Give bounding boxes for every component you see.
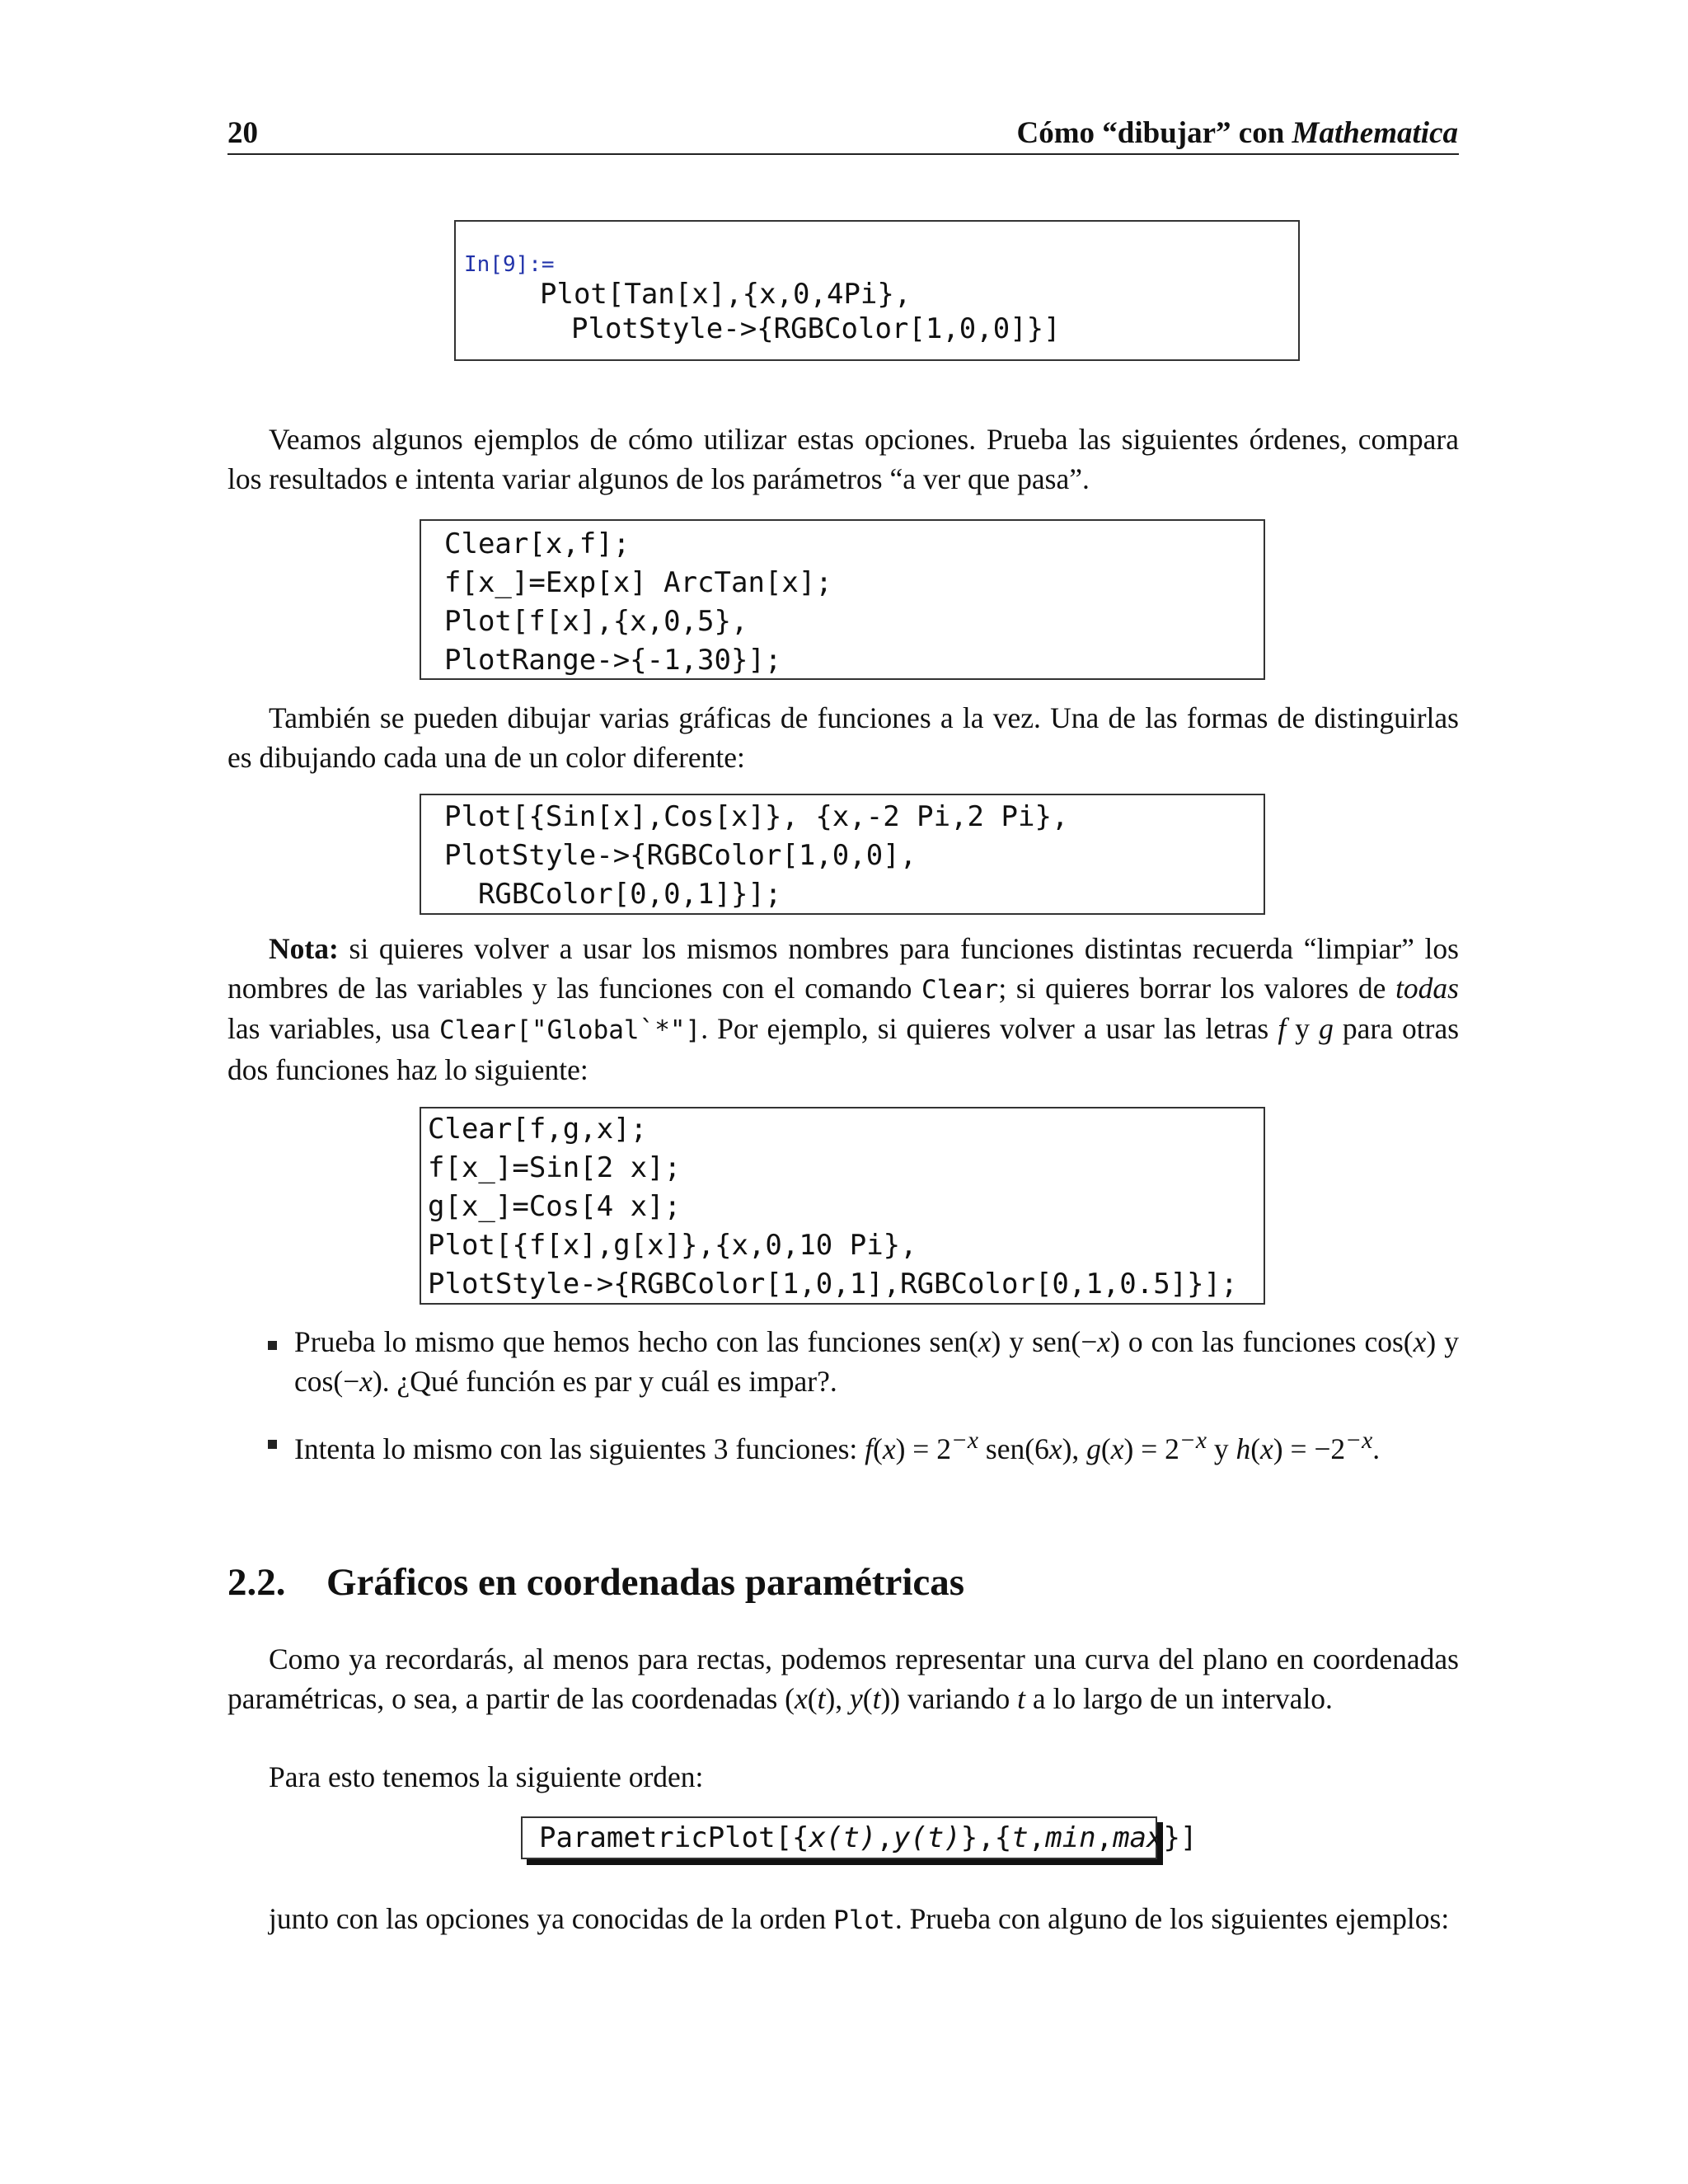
code-line: f[x_]=Exp[x] ArcTan[x];: [444, 566, 832, 599]
section-heading: [227, 1558, 964, 1607]
running-header-title: Cómo “dibujar” con Mathematica: [1016, 116, 1458, 150]
code-line: Clear[x,f];: [444, 527, 631, 560]
paragraph-nota: Nota: si quieres volver a usar los mismos nombres para funciones distintas recuerda “limpiar” los nombres de las variables y las funciones con el comando Clear; si quieres borrar los valores de todas las variables, usa Clear["Global`*"]. Por ejemplo, si quieres volver a usar las letras f y g para otras dos funciones haz lo siguiente:: [227, 932, 1460, 1086]
paragraph-multiple-graphs: También se pueden dibujar varias gráficas de funciones a la vez. Una de las formas de distinguirlas es dibujando cada una de un color diferente:: [227, 701, 1459, 774]
bullet-item-three-functions: Intenta lo mismo con las siguientes 3 funciones: $f(x) = 2^{-x}$ sen(6x), $g(x) = 2^{-x}$ y $h(x) = -2^{-x}$.: [294, 1427, 1381, 1465]
code-line: RGBColor[0,0,1]}];: [444, 878, 782, 911]
code-line: Plot[{Sin[x],Cos[x]}, {x,-2 Pi,2 Pi},: [444, 800, 1069, 833]
parametricplot-syntax-box: [521, 1816, 1198, 1859]
nota-label: Nota:: [269, 932, 339, 965]
inline-code-clear-global: Clear["Global`*"]: [438, 1015, 701, 1045]
code-line: Plot[{f[x],g[x]},{x,0,10 Pi},: [428, 1229, 917, 1262]
code-line: f[x_]=Sin[2 x];: [428, 1151, 682, 1184]
code-block-fg: [420, 1107, 1265, 1305]
paragraph-plot-options: junto con las opciones ya conocidas de la orden Plot. Prueba con alguno de los siguientes ejemplos:: [269, 1902, 1450, 1935]
paragraph-order-intro: Para esto tenemos la siguiente orden:: [269, 1760, 704, 1793]
code-line: PlotRange->{-1,30}];: [444, 644, 782, 677]
bullet-item-parity: Prueba lo mismo que hemos hecho con las funciones sen(x) y sen(−x) o con las funciones cos(x) y cos(−x). ¿Qué función es par y cuál es impar?.: [294, 1325, 1460, 1398]
section-title: Gráficos en coordenadas paramétricas: [326, 1561, 965, 1604]
bullet-marker: [268, 1341, 277, 1350]
inline-code-clear: Clear: [921, 974, 999, 1005]
input-cell-9: [454, 220, 1300, 361]
code-line: PlotStyle->{RGBColor[1,0,0]}]: [571, 312, 1061, 345]
code-block-arctan: [420, 519, 1265, 680]
header-rule: [227, 153, 1459, 155]
bullet-marker: [268, 1440, 277, 1449]
code-line: Plot[Tan[x],{x,0,4Pi},: [540, 278, 912, 311]
code-line: g[x_]=Cos[4 x];: [428, 1190, 682, 1223]
page-number: 20: [227, 116, 258, 150]
code-line: PlotStyle->{RGBColor[1,0,0],: [444, 839, 917, 872]
inline-code-plot: Plot: [833, 1905, 895, 1935]
code-line: Plot[f[x],{x,0,5},: [444, 605, 748, 638]
input-prompt: In[9]:=: [464, 252, 555, 277]
parametricplot-syntax: ParametricPlot[{x(t),y(t)},{t,min,max}]: [539, 1821, 1198, 1854]
code-line: PlotStyle->{RGBColor[1,0,1],RGBColor[0,1,0.5]}];: [428, 1268, 1238, 1301]
code-line: Clear[f,g,x];: [428, 1113, 648, 1146]
paragraph-examples: Veamos algunos ejemplos de cómo utilizar estas opciones. Prueba las siguientes órdenes, compara los resultados e intenta variar algunos de los parámetros “a ver que pasa”.: [227, 423, 1459, 495]
code-block-sin-cos: [420, 794, 1265, 915]
section-number: 2.2.: [227, 1561, 286, 1604]
paragraph-parametric-intro: Como ya recordarás, al menos para rectas, podemos representar una curva del plano en coordenadas paramétricas, o sea, a partir de las coordenadas (x(t), y(t)) variando t a lo largo de un intervalo.: [227, 1643, 1459, 1715]
